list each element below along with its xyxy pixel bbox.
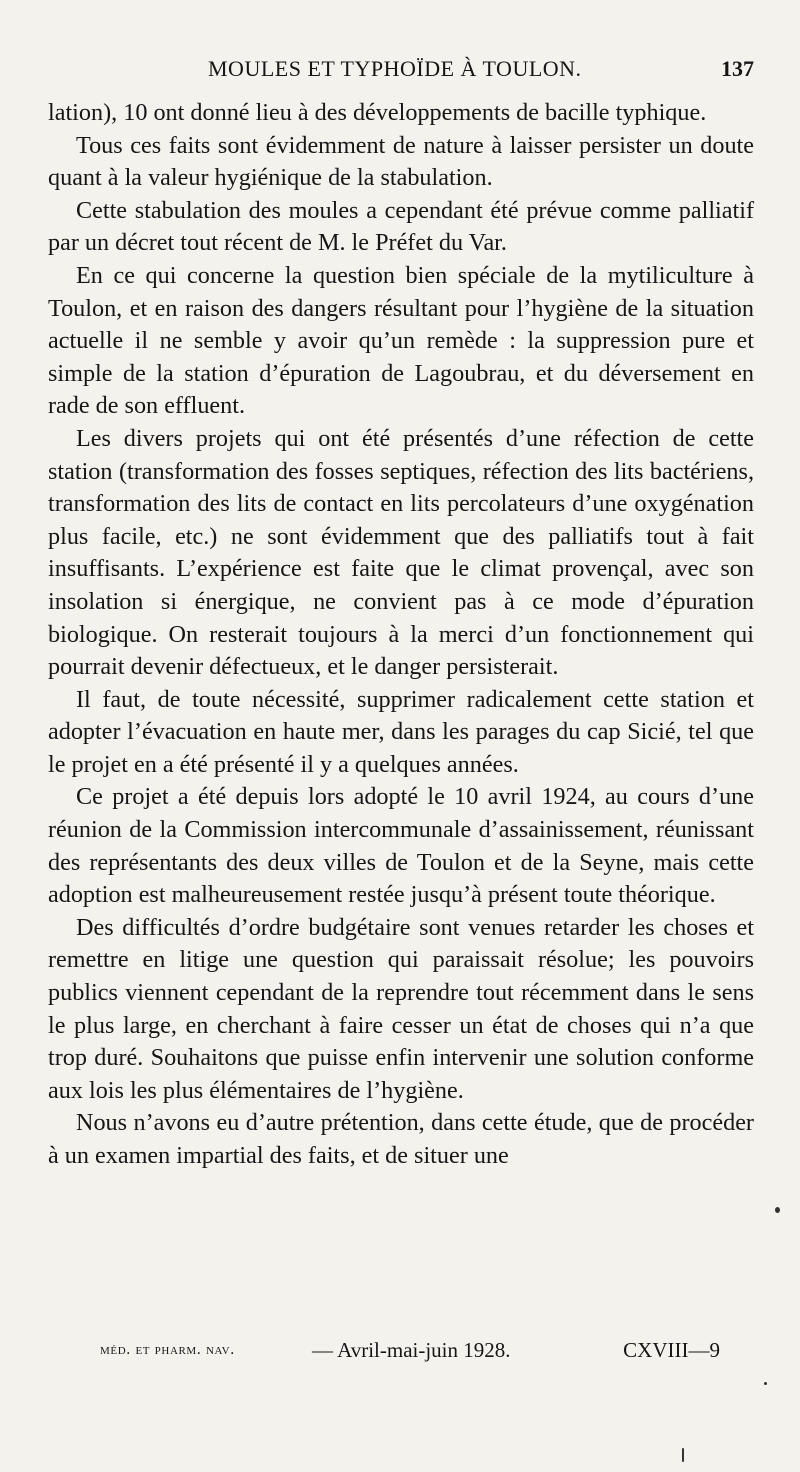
paragraph-5: Les divers projets qui ont été présentés d’une réfection de cette station (transformation des fosses septiques, réfection des lits bactériens, transformation des lits de contact en lits percolateurs d’une oxygénation plus facile, etc.) ne sont évidemment que des palliatifs tout à fait insuffisants. L’expérience est faite que le climat provençal, avec son insolation si énergique, ne convient pas à ce mode d’épuration biologique. On resterait toujours à la merci d’un fonctionnement qui pourrait devenir défectueux, et le danger persisterait. bbox=[48, 424, 754, 681]
body-text bbox=[48, 97, 754, 1173]
ink-speck bbox=[775, 1207, 780, 1213]
running-header bbox=[48, 56, 754, 88]
paragraph-3: Cette stabulation des moules a cependant été prévue comme palliatif par un décret tout récent de M. le Préfet du Var. bbox=[48, 196, 754, 257]
page-number: 137 bbox=[721, 56, 754, 81]
footer-date: — Avril-mai-juin 1928. bbox=[312, 1338, 511, 1362]
paragraph-9: Nous n’avons eu d’autre prétention, dans cette étude, que de procéder à un examen impartial des faits, et de situer une bbox=[48, 1109, 754, 1169]
paragraph-4: En ce qui concerne la question bien spéciale de la mytiliculture à Toulon, et en raison des dangers résultant pour l’hygiène de la situation actuelle il ne semble y avoir qu’un remède : la suppression pure et simple de la station d’épuration de Lagoubrau, et du déversement en rade de son effluent. bbox=[48, 261, 754, 420]
footer-signature: CXVIII—9 bbox=[623, 1338, 720, 1362]
ink-speck bbox=[764, 1382, 767, 1385]
paragraph-1: lation), 10 ont donné lieu à des développements de bacille typhique. bbox=[48, 99, 707, 126]
ink-speck bbox=[682, 1448, 684, 1462]
page-footer bbox=[100, 1338, 720, 1373]
running-title: MOULES ET TYPHOÏDE À TOULON. bbox=[208, 56, 582, 81]
paragraph-8: Des difficultés d’ordre budgétaire sont venues retarder les choses et remettre en litige une question qui paraissait résolue; les pouvoirs publics viennent cependant de la reprendre tout récemment dans le sens le plus large, en cherchant à faire cesser un état de choses qui n’a que trop duré. Souhaitons que puisse enfin intervenir une solution conforme aux lois les plus élémentaires de l’hygiène. bbox=[48, 913, 754, 1104]
paragraph-2: Tous ces faits sont évidemment de nature à laisser persister un doute quant à la valeur hygiénique de la stabulation. bbox=[48, 131, 754, 192]
paragraph-7: Ce projet a été depuis lors adopté le 10 avril 1924, au cours d’une réunion de la Commission intercommunale d’assainissement, réunissant des représentants des deux villes de Toulon et de la Seyne, mais cette adoption est malheureusement restée jusqu’à présent toute théorique. bbox=[48, 783, 754, 909]
paragraph-6: Il faut, de toute nécessité, supprimer radicalement cette station et adopter l’évacuation en haute mer, dans les parages du cap Sicié, tel que le projet en a été présenté il y a quelques années. bbox=[48, 685, 754, 778]
footer-journal: méd. et pharm. nav. bbox=[100, 1341, 235, 1358]
